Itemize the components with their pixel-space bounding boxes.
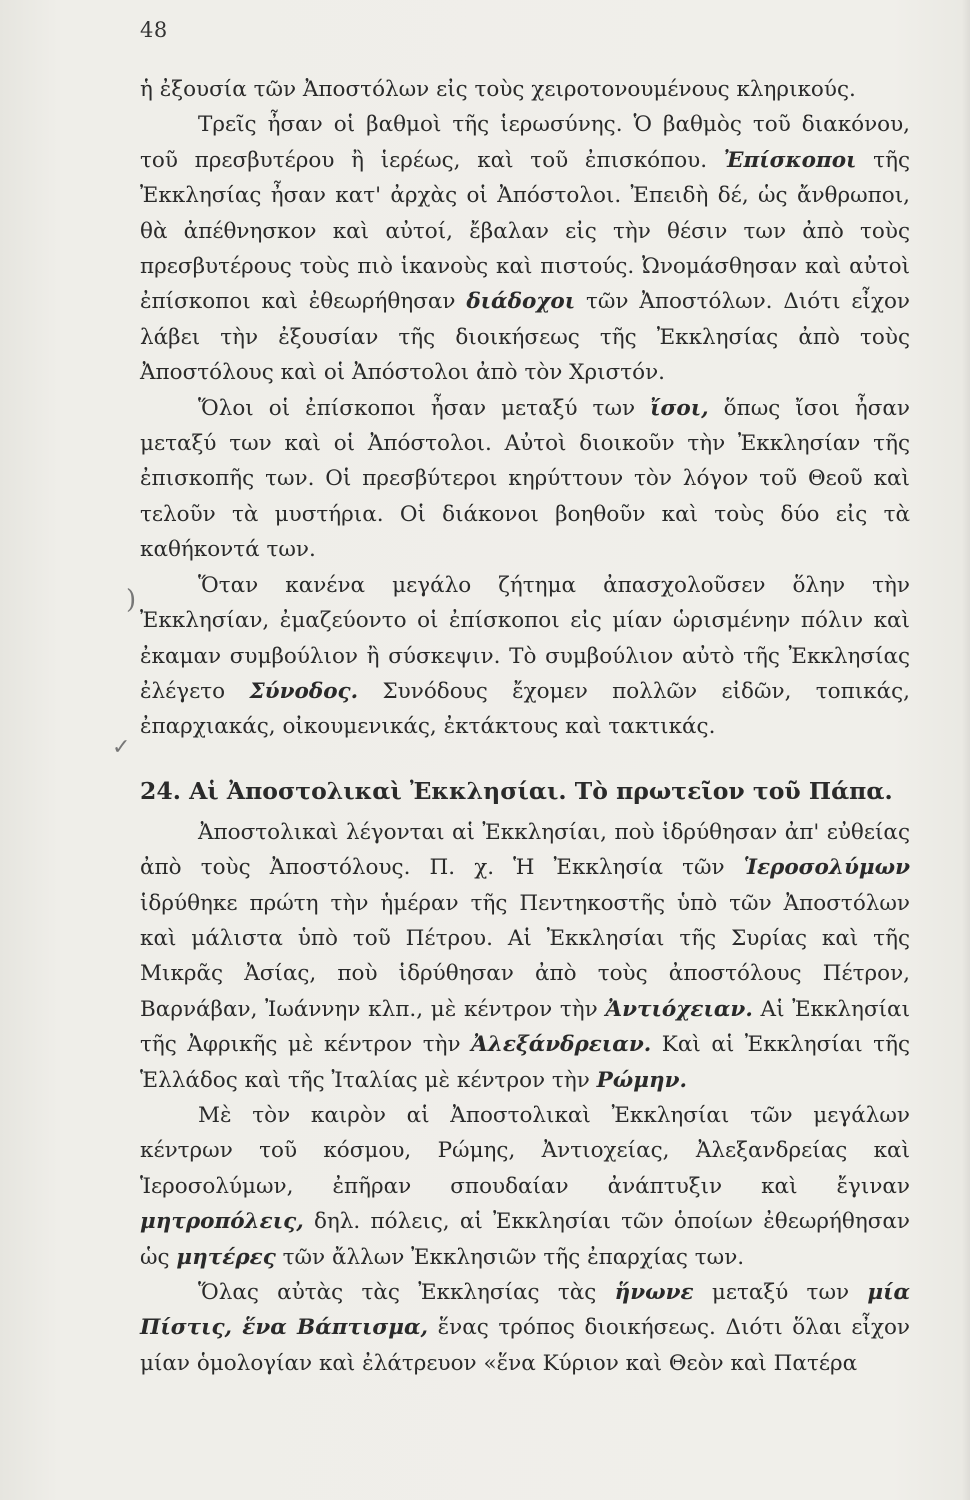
text-run: ἱδρύθηκε πρώτη τὴν ἡμέραν τῆς Πεντηκοστῆς ὑπὸ τῶν Ἀποστόλων καὶ μάλιστα ὑπὸ τοῦ Πέτρου. Αἱ Ἐκκλησίαι τῆς Συρίας καὶ τῆς Μικρᾶς Ἀσίας, ποὺ ἱδρύθησαν ἀπὸ τοὺς ἀποστόλους Πέτρον, Βαρνάβαν, Ἰωάννην κλπ., μὲ κέντρον τὴν (140, 890, 910, 1022)
text-run: Ὅλας αὐτὰς τὰς Ἐκκλησίας τὰς (198, 1280, 615, 1305)
text-run: δηλ. πόλεις, αἱ Ἐκκλησίαι τῶν ὁποίων ἐθεωρήθησαν ὡς (140, 1209, 910, 1270)
text-run: τῶν Ἀποστόλων. Διότι εἶχον λάβει τὴν ἐξουσίαν τῆς διοικήσεως τῆς Ἐκκλησίας ἀπὸ τοὺς Ἀποστόλους καὶ οἱ Ἀπόστολοι ἀπὸ τὸν Χριστόν. (140, 289, 911, 386)
emphasized-term: μητροπόλεις, (140, 1209, 304, 1235)
page-number: 48 (140, 18, 168, 42)
text-run: 24. Αἱ Ἀποστολικαὶ Ἐκκλησίαι. Τὸ πρωτεῖον τοῦ Πάπα. (140, 776, 893, 805)
text-body (140, 72, 910, 1381)
text-run: ἡ ἐξουσία τῶν Ἀποστόλων εἰς τοὺς χειροτονουμένους κληρικούς. (140, 77, 856, 102)
paragraph (140, 391, 910, 568)
text-run: μεταξύ των (693, 1280, 868, 1305)
pencil-check-mark: ✓ (112, 735, 131, 760)
text-run: τῆς Ἐκκλησίας ἦσαν κατ' ἀρχὰς οἱ Ἀπόστολοι. Ἐπειδὴ δέ, ὡς ἄνθρωποι, θὰ ἀπέθνησκον καὶ αὐτοί, ἔβαλαν εἰς τὴν θέσιν των ἀπὸ τοὺς πρεσβυτέρους τοὺς πιὸ ἱκανοὺς καὶ πιστούς. Ὠνομάσθησαν καὶ αὐτοὶ ἐπίσκοποι καὶ ἐθεωρήθησαν (140, 147, 910, 315)
text-run: Καὶ αἱ Ἐκκλησίαι τῆς Ἑλλάδος καὶ τῆς Ἰταλίας μὲ κέντρον τὴν (140, 1032, 910, 1093)
emphasized-term: διάδοχοι (466, 289, 576, 315)
text-run: Αἱ Ἐκκλησίαι τῆς Ἀφρικῆς μὲ κέντρον τὴν (140, 996, 910, 1058)
paragraph (140, 568, 910, 745)
emphasized-term: Ἱεροσολύμων (743, 855, 910, 881)
text-run: Τρεῖς ἦσαν οἱ βαθμοὶ τῆς ἱερωσύνης. Ὁ βαθμὸς τοῦ διακόνου, τοῦ πρεσβυτέρου ἢ ἱερέως, καὶ τοῦ ἐπισκόπου. (140, 112, 910, 173)
emphasized-term: Ἀντιόχειαν. (605, 996, 753, 1022)
emphasized-term: Ρώμην. (596, 1067, 688, 1093)
text-run: ὅπως ἴσοι ἦσαν μεταξύ των καὶ οἱ Ἀπόστολοι. Αὐτοὶ διοικοῦν τὴν Ἐκκλησίαν τῆς ἐπισκοπῆς των. Οἱ πρεσβύτεροι κηρύττουν τὸν λόγον τοῦ Θεοῦ καὶ τελοῦν τὰ μυστήρια. Οἱ διάκονοι βοηθοῦν καὶ τοὺς δύο εἰς τὰ καθήκοντά των. (140, 395, 910, 563)
text-run: τῶν ἄλλων Ἐκκλησιῶν τῆς ἐπαρχίας των. (275, 1244, 745, 1270)
emphasized-term: μητέρες (176, 1244, 276, 1270)
emphasized-term: ἥνωνε (614, 1280, 694, 1305)
text-run: Ὅταν κανένα μεγάλο ζήτημα ἀπασχολοῦσεν ὅλην τὴν Ἐκκλησίαν, ἐμαζεύοντο οἱ ἐπίσκοποι εἰς μίαν ὡρισμένην πόλιν καὶ ἐκαμαν συμβούλιον ἢ σύσκεψιν. Τὸ συμβούλιον αὐτὸ τῆς Ἐκκλησίας ἐλέγετο (140, 572, 910, 704)
page-edge-shadow (962, 0, 970, 1500)
emphasized-term: Ἐπίσκοποι (723, 147, 857, 173)
emphasized-term: ἴσοι, (650, 395, 709, 421)
emphasized-term: Σύνοδος. (249, 678, 359, 704)
section-heading (140, 773, 910, 809)
emphasized-term: μία Πίστις, ἕνα Βάπτισμα, (140, 1280, 911, 1341)
paragraph (140, 1098, 910, 1275)
text-run: Μὲ τὸν καιρὸν αἱ Ἀποστολικαὶ Ἐκκλησίαι τῶν μεγάλων κέντρων τοῦ κόσμου, Ρώμης, Ἀντιοχείας, Ἀλεξανδρείας καὶ Ἱεροσολύμων, ἐπῆραν σπουδαίαν ἀνάπτυξιν καὶ ἔγιναν (140, 1102, 910, 1199)
text-run: Ἀποστολικαὶ λέγονται αἱ Ἐκκλησίαι, ποὺ ἱδρύθησαν ἀπ' εὐθείας ἀπὸ τοὺς Ἀποστόλους. Π. χ. Ἡ Ἐκκλησία τῶν (140, 819, 910, 881)
text-run: ἕνας τρόπος διοικήσεως. Διότι ὅλαι εἶχον μίαν ὁμολογίαν καὶ ἐλάτρευον «ἕνα Κύριον καὶ Θεὸν καὶ Πατέρα (140, 1315, 910, 1376)
text-run: Ὅλοι οἱ ἐπίσκοποι ἦσαν μεταξύ των (198, 395, 651, 421)
paragraph (140, 72, 910, 107)
text-run: Συνόδους ἔχομεν πολλῶν εἰδῶν, τοπικάς, ἐπαρχιακάς, οἰκουμενικάς, ἐκτάκτους καὶ τακτικάς. (140, 678, 910, 740)
emphasized-term: Ἀλεξάνδρειαν. (471, 1032, 652, 1058)
pencil-bracket-mark: ) (126, 585, 137, 615)
paragraph (140, 107, 910, 390)
paragraph (140, 815, 910, 1098)
paragraph (140, 1275, 910, 1381)
